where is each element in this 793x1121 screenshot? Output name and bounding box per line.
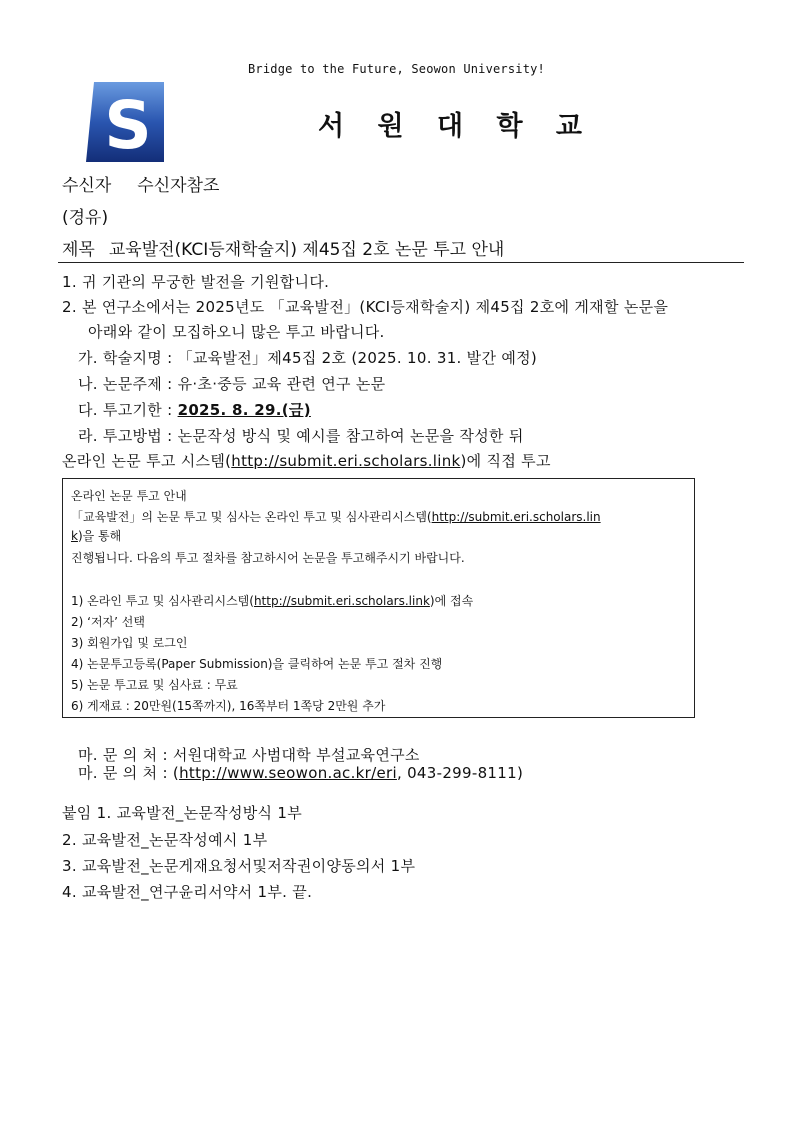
deadline-value: 2025. 8. 29.(금) [177, 401, 311, 419]
contact-line-2 [78, 762, 523, 783]
notice-step-2: 2) ‘저자’ 선택 [71, 615, 145, 629]
notice-link-1-cont[interactable]: k [71, 529, 78, 543]
attachment-3: 3. 교육발전_논문게재요청서및저작권이양동의서 1부 [62, 857, 416, 875]
recipient-value: 수신자참조 [137, 176, 220, 196]
notice-p1-suffix: )을 통해 [77, 529, 122, 543]
notice-link-1[interactable]: http://submit.eri.scholars.lin [431, 510, 601, 524]
subject-label: 제목 [62, 240, 95, 260]
online-notice-box [62, 478, 695, 718]
online-submit-line [62, 450, 551, 471]
subject-row [62, 235, 504, 260]
seowon-logo-icon [86, 82, 164, 162]
recipient-row [62, 171, 219, 196]
notice-step-1 [71, 592, 473, 609]
notice-step-5: 5) 논문 투고료 및 심사료 : 무료 [71, 678, 238, 692]
attachment-1: 붙임 1. 교육발전_논문작성방식 1부 [62, 804, 303, 822]
university-name: 서 원 대 학 교 [318, 111, 595, 142]
notice-p1-cont [71, 527, 121, 544]
body-line-2: 2. 본 연구소에서는 2025년도 「교육발전」(KCI등재학술지) 제45집 2호에 게재할 논문을 [62, 298, 669, 316]
notice-p2: 진행됩니다. 다음의 투고 절차를 참고하시어 논문을 투고해주시기 바랍니다. [71, 551, 465, 565]
attachment-4: 4. 교육발전_연구윤리서약서 1부. 끝. [62, 883, 313, 901]
body-line-1: 1. 귀 기관의 무궁한 발전을 기원합니다. [62, 273, 330, 291]
institute-link[interactable]: http://www.seowon.ac.kr/eri [179, 764, 397, 782]
contact-line-1: 마. 문 의 처 : 서원대학교 사범대학 부설교육연구소 [78, 746, 420, 764]
item-ra: 라. 투고방법 : 논문작성 방식 및 예시를 참고하여 논문을 작성한 뒤 [78, 427, 524, 445]
attachment-2: 2. 교육발전_논문작성예시 1부 [62, 831, 268, 849]
notice-step-6: 6) 게재료 : 20만원(15쪽까지), 16쪽부터 1쪽당 2만원 추가 [71, 699, 386, 713]
university-logo-icon [86, 82, 164, 162]
step1-suffix: )에 접속 [429, 594, 474, 608]
online-prefix: 온라인 논문 투고 시스템( [62, 452, 232, 470]
contact-prefix: 마. 문 의 처 : ( [78, 764, 180, 782]
notice-p1 [71, 508, 601, 525]
contact-suffix: , 043-299-8111) [396, 764, 524, 782]
header-divider [58, 262, 744, 263]
submission-link[interactable]: http://submit.eri.scholars.link [231, 452, 461, 470]
item-da [78, 399, 311, 420]
step1-prefix: 1) 온라인 투고 및 심사관리시스템( [71, 594, 254, 608]
via-row: (경유) [62, 208, 109, 228]
notice-step-4: 4) 논문투고등록(Paper Submission)을 클릭하여 논문 투고 절차 진행 [71, 657, 443, 671]
notice-title: 온라인 논문 투고 안내 [71, 489, 187, 503]
logo-letter: S [104, 87, 152, 162]
item-da-label: 다. 투고기한 : [78, 401, 178, 419]
item-ga: 가. 학술지명 : 「교육발전」제45집 2호 (2025. 10. 31. 발간 예정) [78, 349, 538, 367]
body-line-3: 아래와 같이 모집하오니 많은 투고 바랍니다. [88, 323, 385, 341]
notice-p1-prefix: 「교육발전」의 논문 투고 및 심사는 온라인 투고 및 심사관리시스템( [71, 510, 432, 524]
recipient-label: 수신자 [62, 176, 112, 196]
motto: Bridge to the Future, Seowon University! [248, 62, 545, 76]
subject-value: 교육발전(KCI등재학술지) 제45집 2호 논문 투고 안내 [108, 240, 505, 260]
item-na: 나. 논문주제 : 유·초·중등 교육 관련 연구 논문 [78, 375, 386, 393]
notice-link-2[interactable]: http://submit.eri.scholars.link [253, 594, 430, 608]
notice-step-3: 3) 회원가입 및 로그인 [71, 636, 188, 650]
online-suffix: )에 직접 투고 [460, 452, 551, 470]
